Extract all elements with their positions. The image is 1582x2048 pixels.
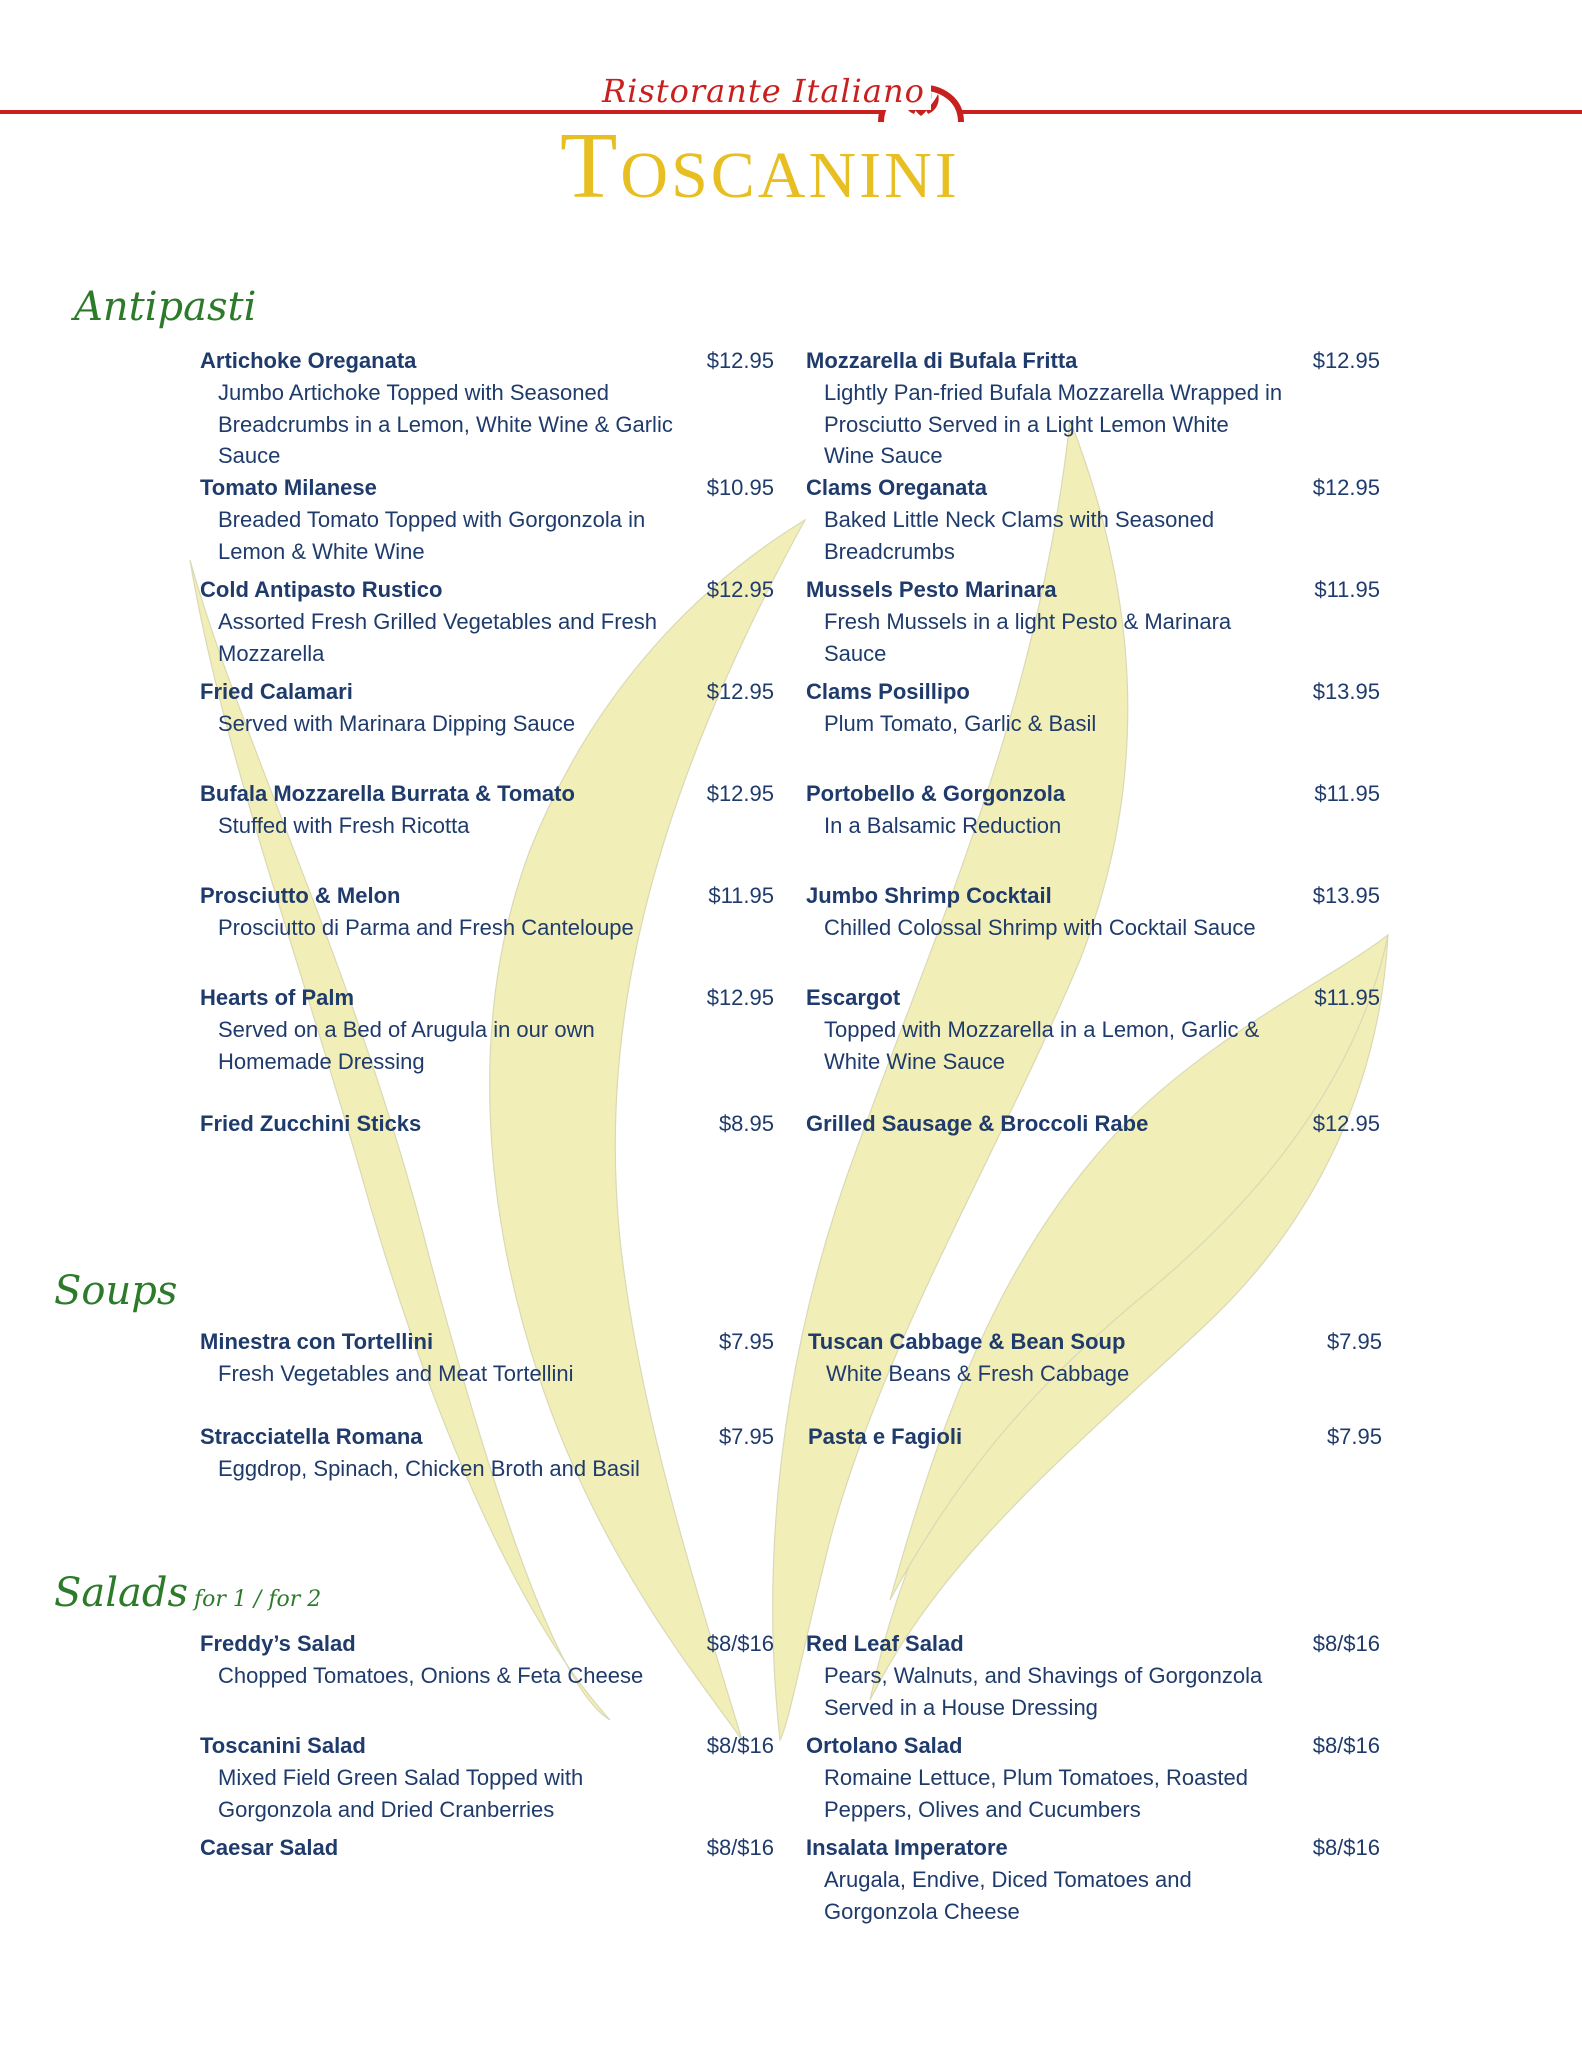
section-title-antipasti — [74, 284, 256, 330]
menu-item — [806, 778, 1380, 842]
menu-item — [806, 1628, 1380, 1723]
menu-item — [200, 676, 774, 740]
menu-item-name: Insalata Imperatore — [806, 1835, 1008, 1860]
menu-item — [806, 1108, 1380, 1140]
menu-item-name: Red Leaf Salad — [806, 1631, 964, 1656]
menu-item-price: $8/$16 — [1312, 1835, 1380, 1860]
menu-item-price: $12.95 — [1312, 475, 1380, 500]
menu-item-name: Prosciutto & Melon — [200, 883, 401, 908]
menu-item-description: Fresh Mussels in a light Pesto & Marinara Sauce — [824, 609, 1232, 666]
menu-item-name: Hearts of Palm — [200, 985, 355, 1010]
menu-item-name: Clams Posillipo — [806, 679, 970, 704]
menu-item-price: $12.95 — [706, 781, 774, 806]
section-title-text: Antipasti — [74, 284, 257, 330]
menu-item — [806, 345, 1380, 472]
menu-item-description: Mixed Field Green Salad Topped with Gorgonzola and Dried Cranberries — [218, 1765, 584, 1822]
menu-item-description: Pears, Walnuts, and Shavings of Gorgonzola Served in a House Dressing — [824, 1663, 1263, 1720]
menu-item-name: Cold Antipasto Rustico — [200, 577, 443, 602]
menu-item-description: Breaded Tomato Topped with Gorgonzola in Lemon & White Wine — [218, 507, 646, 564]
menu-item-name: Stracciatella Romana — [200, 1424, 423, 1449]
menu-item — [200, 574, 774, 669]
menu-item-price: $12.95 — [1312, 1111, 1380, 1136]
menu-item — [200, 1108, 774, 1140]
menu-item-name: Fried Calamari — [200, 679, 353, 704]
section-title-soups — [54, 1268, 177, 1314]
menu-item — [200, 1421, 774, 1485]
menu-item — [200, 982, 774, 1077]
menu-item-description: Eggdrop, Spinach, Chicken Broth and Basil — [218, 1456, 640, 1481]
menu-item-price: $12.95 — [706, 985, 774, 1010]
menu-item-description: Baked Little Neck Clams with Seasoned Breadcrumbs — [824, 507, 1215, 564]
menu-item-description: Assorted Fresh Grilled Vegetables and Fresh Mozzarella — [218, 609, 658, 666]
menu-item-name: Ortolano Salad — [806, 1733, 963, 1758]
salads-portion-note: for 1 / for 2 — [194, 1587, 322, 1612]
section-title-text: Soups — [54, 1268, 178, 1314]
menu-item-name: Escargot — [806, 985, 901, 1010]
menu-item-price: $12.95 — [1312, 348, 1380, 373]
menu-item — [200, 1326, 774, 1390]
menu-item-name: Freddy’s Salad — [200, 1631, 356, 1656]
menu-item-name: Caesar Salad — [200, 1835, 339, 1860]
menu-item — [806, 1730, 1380, 1825]
menu-item-description: Served on a Bed of Arugula in our own Homemade Dressing — [218, 1017, 595, 1074]
menu-item-description: Topped with Mozzarella in a Lemon, Garlic & White Wine Sauce — [824, 1017, 1260, 1074]
menu-item — [806, 1832, 1380, 1927]
menu-item-description: Fresh Vegetables and Meat Tortellini — [218, 1361, 574, 1386]
menu-item-price: $8/$16 — [706, 1835, 774, 1860]
menu-item-description: Prosciutto di Parma and Fresh Canteloupe — [218, 915, 634, 940]
menu-item-price: $11.95 — [1314, 577, 1380, 602]
menu-item-name: Bufala Mozzarella Burrata & Tomato — [200, 781, 575, 806]
menu-item — [200, 1628, 774, 1692]
menu-item-price: $12.95 — [706, 679, 774, 704]
restaurant-name: Toscanini — [560, 114, 960, 218]
menu-item-price: $11.95 — [708, 883, 774, 908]
menu-item — [806, 982, 1380, 1077]
menu-item — [200, 1832, 774, 1864]
menu-item-name: Mussels Pesto Marinara — [806, 577, 1057, 602]
menu-item-price: $11.95 — [1314, 985, 1380, 1010]
menu-item — [200, 778, 774, 842]
section-title-text: Salads — [54, 1570, 189, 1616]
menu-item-price: $7.95 — [1326, 1329, 1382, 1354]
menu-item — [200, 880, 774, 944]
menu-item-description: Chilled Colossal Shrimp with Cocktail Sauce — [824, 915, 1256, 940]
menu-item — [200, 1730, 774, 1825]
menu-item-name: Clams Oreganata — [806, 475, 987, 500]
menu-item — [200, 345, 774, 472]
menu-item-price: $8/$16 — [706, 1631, 774, 1656]
menu-item-description: Stuffed with Fresh Ricotta — [218, 813, 470, 838]
restaurant-subtitle: Ristorante Italiano — [596, 72, 931, 110]
menu-item-name: Tomato Milanese — [200, 475, 377, 500]
menu-item-price: $11.95 — [1314, 781, 1380, 806]
menu-item — [806, 880, 1380, 944]
menu-item-description: Jumbo Artichoke Topped with Seasoned Breadcrumbs in a Lemon, White Wine & Garlic Sauce — [218, 380, 673, 468]
menu-item — [808, 1421, 1382, 1453]
menu-item-price: $12.95 — [706, 348, 774, 373]
menu-item-price: $7.95 — [1326, 1424, 1382, 1449]
menu-item — [808, 1326, 1382, 1390]
menu-item-name: Pasta e Fagioli — [808, 1424, 963, 1449]
menu-item-price: $7.95 — [718, 1424, 774, 1449]
menu-item-price: $13.95 — [1312, 679, 1380, 704]
menu-item-description: Served with Marinara Dipping Sauce — [218, 711, 576, 736]
menu-item-price: $13.95 — [1312, 883, 1380, 908]
menu-item-description: In a Balsamic Reduction — [824, 813, 1062, 838]
menu-item-description: Chopped Tomatoes, Onions & Feta Cheese — [218, 1663, 644, 1688]
menu-item-description: Arugala, Endive, Diced Tomatoes and Gorgonzola Cheese — [824, 1867, 1192, 1924]
menu-item-price: $8/$16 — [706, 1733, 774, 1758]
menu-item-price: $8.95 — [718, 1111, 774, 1136]
menu-item-name: Minestra con Tortellini — [200, 1329, 434, 1354]
section-title-salads — [54, 1570, 321, 1616]
menu-item-description: Romaine Lettuce, Plum Tomatoes, Roasted Peppers, Olives and Cucumbers — [824, 1765, 1248, 1822]
menu-item — [806, 472, 1380, 567]
menu-item-description: White Beans & Fresh Cabbage — [826, 1361, 1130, 1386]
menu-item-name: Tuscan Cabbage & Bean Soup — [808, 1329, 1126, 1354]
menu-item-price: $12.95 — [706, 577, 774, 602]
menu-item-name: Fried Zucchini Sticks — [200, 1111, 422, 1136]
menu-item-price: $8/$16 — [1312, 1733, 1380, 1758]
menu-item-name: Jumbo Shrimp Cocktail — [806, 883, 1052, 908]
menu-item — [200, 472, 774, 567]
menu-item-price: $10.95 — [706, 475, 774, 500]
menu-item-name: Artichoke Oreganata — [200, 348, 417, 373]
menu-item-name: Toscanini Salad — [200, 1733, 366, 1758]
menu-item-description: Lightly Pan-fried Bufala Mozzarella Wrapped in Prosciutto Served in a Light Lemon White Wine Sauce — [824, 380, 1283, 468]
menu-item — [806, 676, 1380, 740]
menu-item-price: $7.95 — [718, 1329, 774, 1354]
menu-item-name: Grilled Sausage & Broccoli Rabe — [806, 1111, 1149, 1136]
menu-item-price: $8/$16 — [1312, 1631, 1380, 1656]
menu-item-name: Mozzarella di Bufala Fritta — [806, 348, 1078, 373]
menu-item — [806, 574, 1380, 669]
menu-item-description: Plum Tomato, Garlic & Basil — [824, 711, 1097, 736]
menu-item-name: Portobello & Gorgonzola — [806, 781, 1066, 806]
